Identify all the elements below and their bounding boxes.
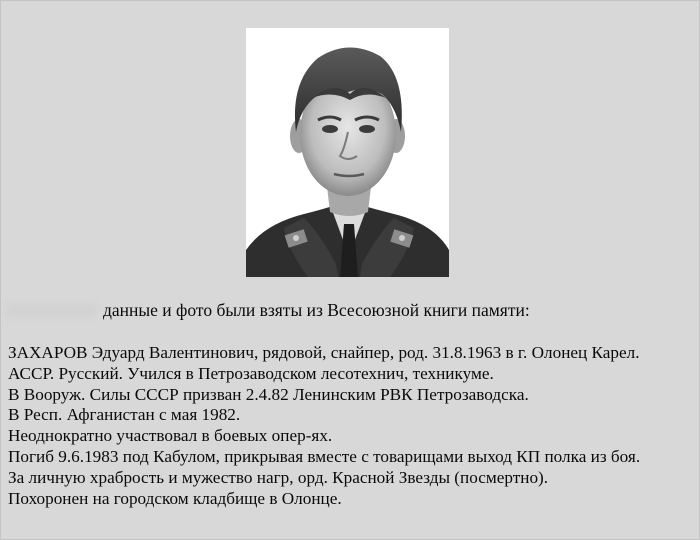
bio-line: Похоронен на городском кладбище в Олонце. [8, 488, 342, 508]
bio-line: В Респ. Афганистан с мая 1982. [8, 405, 241, 425]
portrait-icon [246, 28, 449, 277]
bio-line: За личную храбрость и мужество нагр, орд. Красной Звезды (посмертно). [8, 467, 549, 487]
bio-line: В Вооруж. Силы СССР призван 2.4.82 Ленинским РВК Петрозаводска. [8, 384, 529, 404]
biography [8, 343, 698, 509]
blurred-prefix [6, 303, 96, 317]
bio-line: Погиб 9.6.1983 под Кабулом, прикрывая вместе с товарищами выход КП полка из боя. [8, 446, 641, 466]
source-line [0, 299, 700, 323]
bio-line: Неоднократно участвовал в боевых опер-ях. [8, 426, 333, 446]
portrait-photo [246, 28, 449, 277]
source-note: данные и фото были взяты из Всесоюзной книги памяти: [103, 300, 530, 320]
bio-line: АССР. Русский. Учился в Петрозаводском лесотехнич, техникуме. [8, 363, 494, 383]
bio-line: ЗАХАРОВ Эдуард Валентинович, рядовой, снайпер, род. 31.8.1963 в г. Олонец Карел. [8, 343, 640, 362]
